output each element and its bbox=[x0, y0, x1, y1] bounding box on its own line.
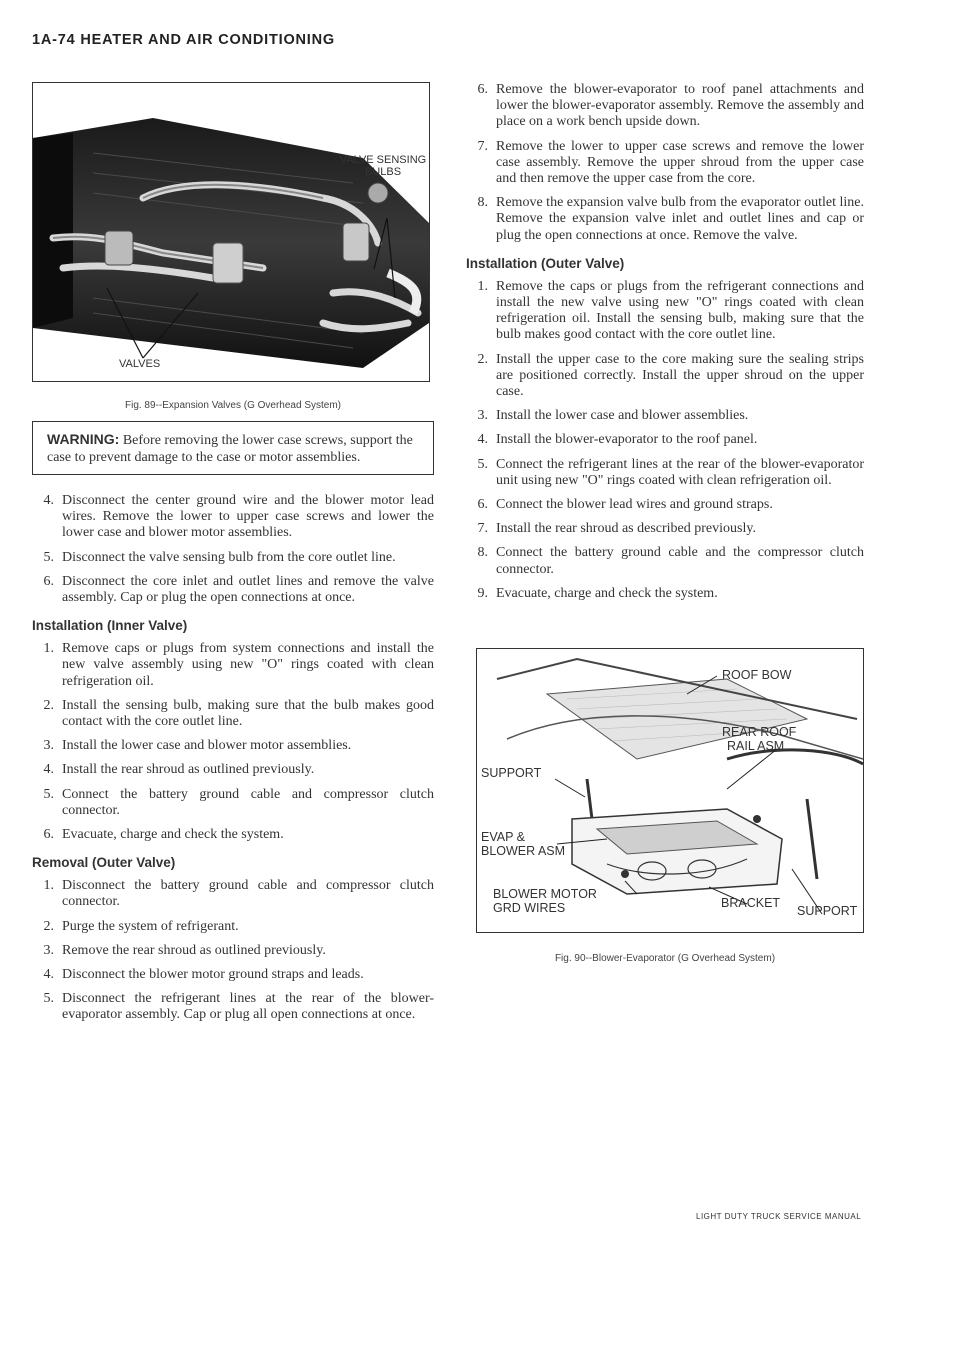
label-bracket: BRACKET bbox=[721, 896, 781, 911]
list-item: 5. Disconnect the valve sensing bulb from the core outlet line. bbox=[43, 549, 396, 565]
page-footer: LIGHT DUTY TRUCK SERVICE MANUAL bbox=[696, 1212, 862, 1221]
list-item: 6. Disconnect the core inlet and outlet lines and remove the valve assembly. Cap or plug the open connections at once. bbox=[43, 573, 434, 606]
list-item: 2. Install the sensing bulb, making sure that the bulb makes good contact with the core outlet line. bbox=[43, 697, 434, 730]
heading-removal-outer-valve: Removal (Outer Valve) bbox=[32, 855, 176, 871]
warning-label: WARNING: bbox=[47, 431, 120, 447]
list-item: 2. Purge the system of refrigerant. bbox=[43, 918, 239, 934]
heading-installation-outer-valve: Installation (Outer Valve) bbox=[466, 255, 625, 271]
figure-89-expansion-valves-photo bbox=[32, 82, 430, 382]
label-rear-roof: REAR ROOF bbox=[722, 725, 797, 740]
list-item: 2. Install the upper case to the core making sure the sealing strips are positioned correctly. Install the upper shroud on the upper case. bbox=[477, 351, 864, 400]
label-valves: VALVES bbox=[119, 358, 161, 370]
label-support-left: SUPPORT bbox=[481, 766, 542, 781]
list-item: 8. Remove the expansion valve bulb from the evaporator outlet line. Remove the expansion valve inlet and outlet lines and cap or plug the open connections at once. Remove the valve. bbox=[477, 195, 864, 243]
list-item: 6. Remove the blower-evaporator to roof panel attachments and lower the blower-evaporator assembly. Remove the assembly and place on a work bench upside down. bbox=[477, 82, 864, 130]
list-item: 5. Connect the battery ground cable and compressor clutch connector. bbox=[43, 786, 434, 818]
list-item: 6. Connect the blower lead wires and ground straps. bbox=[477, 497, 773, 513]
installation-outer-steps bbox=[466, 279, 864, 602]
label-roof-bow: ROOF BOW bbox=[722, 668, 792, 683]
list-item: 4. Install the rear shroud as outlined previously. bbox=[43, 762, 315, 778]
page-header: 1A-74 HEATER AND AIR CONDITIONING bbox=[32, 32, 335, 48]
right-steps-list bbox=[466, 82, 864, 244]
label-blower-motor: BLOWER MOTOR bbox=[493, 887, 597, 902]
label-rail-asm-text: RAIL ASM bbox=[727, 739, 785, 754]
warning-box bbox=[32, 421, 434, 475]
left-column bbox=[32, 82, 434, 1032]
label-bulbs: BULBS bbox=[364, 166, 402, 178]
blower-evaporator-illustration bbox=[477, 649, 863, 932]
list-item: 4. Disconnect the blower motor ground straps and leads. bbox=[43, 967, 364, 983]
list-item: 7. Install the rear shroud as described previously. bbox=[477, 521, 756, 537]
label-grd-wires: GRD WIRES bbox=[493, 901, 566, 916]
label-blower-asm: BLOWER ASM bbox=[481, 844, 566, 859]
label-evap: EVAP & bbox=[481, 830, 526, 845]
list-item: 1. Remove caps or plugs from system connections and install the new valve assembly using new "O" rings coated with clean refrigeration oil. bbox=[43, 641, 434, 689]
removal-outer-steps bbox=[32, 878, 434, 1023]
list-item: 3. Install the lower case and blower assemblies. bbox=[477, 408, 749, 424]
list-item: 6. Evacuate, charge and check the system. bbox=[43, 827, 284, 843]
list-item: 3. Install the lower case and blower motor assemblies. bbox=[43, 738, 352, 754]
left-steps-list bbox=[32, 493, 434, 606]
installation-inner-steps bbox=[32, 641, 434, 843]
figure-89-caption: Fig. 89--Expansion Valves (G Overhead System) bbox=[124, 400, 341, 411]
label-valve-sensing: VALVE SENSING bbox=[339, 154, 427, 166]
list-item: 8. Connect the battery ground cable and the compressor clutch connector. bbox=[477, 545, 864, 577]
list-item: 7. Remove the lower to upper case screws and remove the lower case assembly. Remove the upper shroud from the upper case and then remove the upper case from the core. bbox=[477, 138, 864, 187]
list-item: 4. Install the blower-evaporator to the roof panel. bbox=[477, 432, 758, 448]
heading-installation-inner-valve: Installation (Inner Valve) bbox=[32, 618, 188, 634]
figure-90-caption: Fig. 90--Blower-Evaporator (G Overhead System) bbox=[554, 953, 776, 965]
list-item: 3. Remove the rear shroud as outlined previously. bbox=[43, 942, 326, 958]
list-item: 1. Remove the caps or plugs from the refrigerant connections and install the new valve using new "O" rings coated with clean refrigeration oil. Install the sensing bulb, making sure that the bulb makes good contact with the core outlet line. bbox=[477, 278, 864, 343]
list-item: 9. Evacuate, charge and check the system. bbox=[477, 585, 718, 601]
list-item: 5. Disconnect the refrigerant lines at the rear of the blower-evaporator assembly. Cap or plug all open connections at once. bbox=[43, 991, 434, 1023]
list-item: 1. Disconnect the battery ground cable and compressor clutch connector. bbox=[43, 878, 434, 910]
label-support-right: SUPPORT bbox=[797, 904, 858, 919]
warning-text: Before removing the lower case screws, support the case to prevent damage to the case or motor assemblies. bbox=[47, 433, 413, 465]
right-column bbox=[466, 82, 864, 964]
figure-90-blower-evaporator-diagram bbox=[476, 648, 864, 933]
list-item: 4. Disconnect the center ground wire and the blower motor lead wires. Remove the lower to upper case screws and lower the lower case and blower motor assemblies. bbox=[43, 493, 434, 541]
expansion-valves-illustration bbox=[33, 83, 429, 381]
list-item: 5. Connect the refrigerant lines at the rear of the blower-evaporator unit using new "O" rings coated with clean refrigeration oil. bbox=[477, 456, 864, 488]
